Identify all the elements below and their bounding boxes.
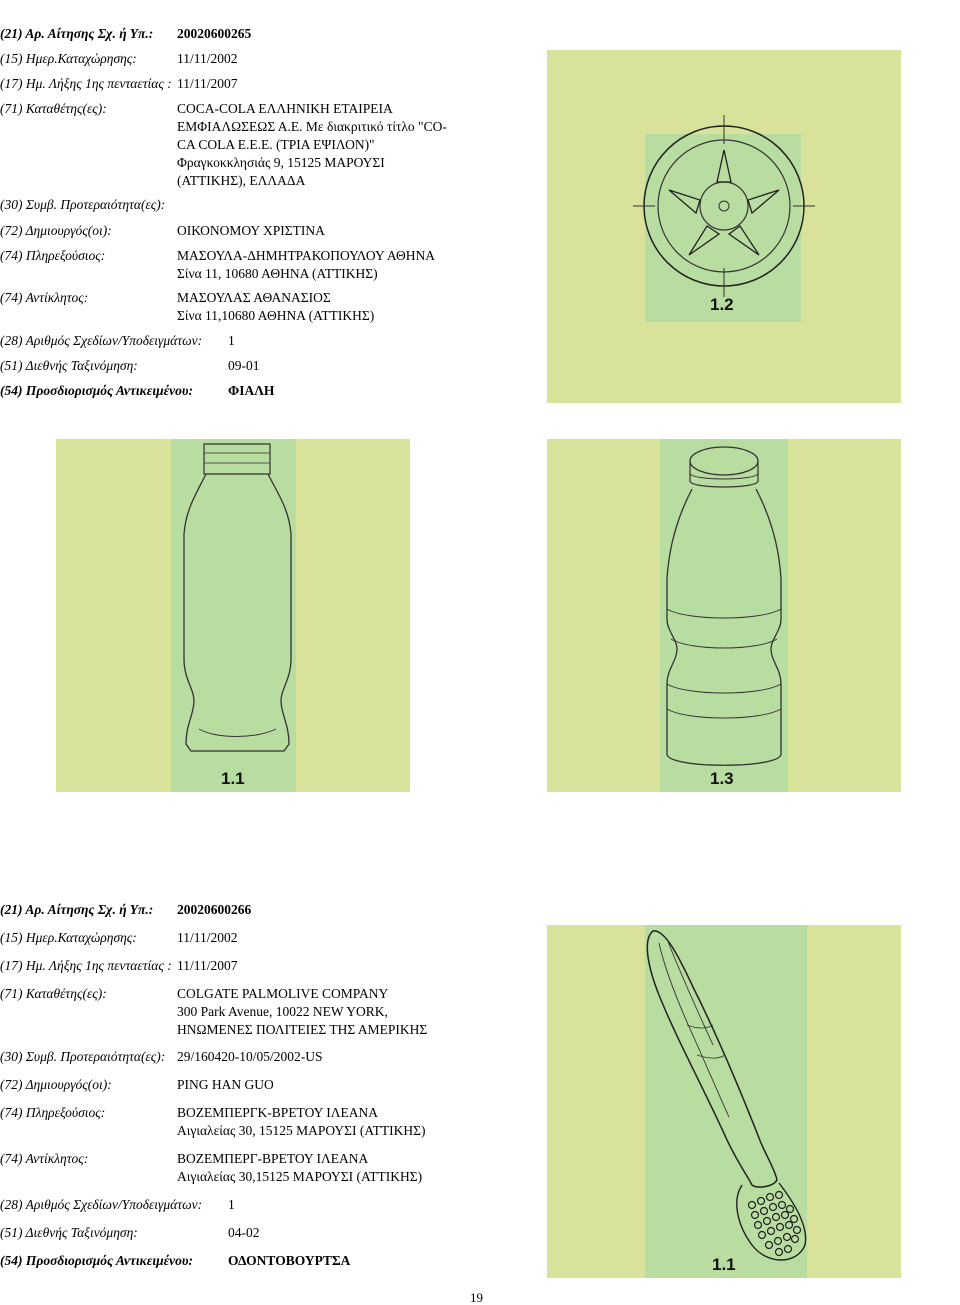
field-54-label: (54) Προσδιορισμός Αντικειμένου: — [0, 383, 193, 398]
attorney-line: Σίνα 11, 10680 ΑΘΗΝΑ (ΑΤΤΙΚΗΣ) — [177, 266, 378, 281]
field-17-label: (17) Ημ. Λήξης 1ης πενταετίας : — [0, 76, 172, 91]
field-15 — [0, 50, 520, 68]
representative-line: Σίνα 11,10680 ΑΘΗΝΑ (ΑΤΤΙΚΗΣ) — [177, 308, 375, 323]
applicant-line: COLGATE PALMOLIVE COMPANY — [177, 986, 389, 1001]
figure-1-3-label: 1.3 — [710, 769, 734, 788]
applicant-line: CA COLA Ε.Ε.Ε. (ΤΡΙΑ ΕΨΙΛΟΝ)" — [177, 137, 375, 152]
field-28-value: 1 — [228, 333, 235, 348]
field-74-representative-label: (74) Αντίκλητος: — [0, 1151, 89, 1166]
field-71-label: (71) Καταθέτης(ες): — [0, 101, 107, 116]
field-30 — [0, 1048, 520, 1066]
field-30 — [0, 196, 520, 214]
field-15-label: (15) Ημερ.Καταχώρησης: — [0, 930, 137, 945]
field-54 — [0, 1252, 520, 1270]
figure-toothbrush — [547, 925, 901, 1278]
bottle-perspective-drawing — [547, 439, 901, 792]
field-51-label: (51) Διεθνής Ταξινόμηση: — [0, 1225, 138, 1240]
field-28-label: (28) Αριθμός Σχεδίων/Υποδειγμάτων: — [0, 333, 203, 348]
attorney-line: ΒΟΖΕΜΠΕΡΓΚ-ΒΡΕΤΟΥ ΙΛΕΑΝΑ — [177, 1105, 379, 1120]
field-72 — [0, 222, 520, 240]
field-54-value: ΟΔΟΝΤΟΒΟΥΡΤΣΑ — [228, 1253, 351, 1268]
field-30-label: (30) Συμβ. Προτεραιότητα(ες): — [0, 197, 166, 212]
field-51-value: 04-02 — [228, 1225, 260, 1240]
figure-toothbrush-label: 1.1 — [712, 1255, 736, 1274]
field-28-value: 1 — [228, 1197, 235, 1212]
page-number: 19 — [470, 1290, 483, 1305]
field-74-attorney-label: (74) Πληρεξούσιος: — [0, 1105, 106, 1120]
field-51 — [0, 1224, 520, 1242]
field-30-label: (30) Συμβ. Προτεραιότητα(ες): — [0, 1049, 166, 1064]
cap-top-drawing — [547, 50, 901, 403]
field-21-value: 20020600265 — [177, 26, 252, 41]
field-72-label: (72) Δημιουργός(οι): — [0, 223, 112, 238]
bottle-drawing — [56, 439, 410, 792]
field-17 — [0, 957, 520, 975]
field-74-representative — [0, 289, 520, 325]
field-71 — [0, 100, 520, 190]
field-21-value: 20020600266 — [177, 902, 252, 917]
field-74-attorney — [0, 1104, 520, 1140]
field-28 — [0, 1196, 520, 1214]
field-21 — [0, 901, 520, 919]
field-15-label: (15) Ημερ.Καταχώρησης: — [0, 51, 137, 66]
field-15-value: 11/11/2002 — [177, 930, 238, 945]
field-17-value: 11/11/2007 — [177, 958, 238, 973]
field-74-representative-label: (74) Αντίκλητος: — [0, 290, 89, 305]
field-21-label: (21) Αρ. Αίτησης Σχ. ή Υπ.: — [0, 26, 154, 41]
applicant-line: Φραγκοκκλησιάς 9, 15125 ΜΑΡΟΥΣΙ — [177, 155, 385, 170]
field-74-representative — [0, 1150, 520, 1186]
field-51-value: 09-01 — [228, 358, 260, 373]
field-28 — [0, 332, 520, 350]
representative-line: ΒΟΖΕΜΠΕΡΓ-ΒΡΕΤΟΥ ΙΛΕΑΝΑ — [177, 1151, 369, 1166]
field-54-value: ΦΙΑΛΗ — [228, 383, 275, 398]
field-21 — [0, 25, 520, 43]
field-54 — [0, 382, 520, 400]
figure-1-3 — [547, 439, 901, 792]
field-72-value: PING HAN GUO — [177, 1077, 274, 1092]
figure-1-2 — [547, 50, 901, 403]
field-72-label: (72) Δημιουργός(οι): — [0, 1077, 112, 1092]
applicant-line: ΗΝΩΜΕΝΕΣ ΠΟΛΙΤΕΙΕΣ ΤΗΣ ΑΜΕΡΙΚΗΣ — [177, 1022, 428, 1037]
field-74-attorney-label: (74) Πληρεξούσιος: — [0, 248, 106, 263]
field-72-value: ΟΙΚΟΝΟΜΟΥ ΧΡΙΣΤΙΝΑ — [177, 223, 325, 238]
toothbrush-drawing — [547, 925, 901, 1278]
field-71-label: (71) Καταθέτης(ες): — [0, 986, 107, 1001]
field-72 — [0, 1076, 520, 1094]
applicant-line: ΕΜΦΙΑΛΩΣΕΩΣ Α.Ε. Με διακριτικό τίτλο "CO- — [177, 119, 447, 134]
applicant-line: (ΑΤΤΙΚΗΣ), ΕΛΛΑΔΑ — [177, 173, 306, 188]
representative-line: ΜΑΣΟΥΛΑΣ ΑΘΑΝΑΣΙΟΣ — [177, 290, 331, 305]
attorney-line: ΜΑΣΟΥΛΑ-ΔΗΜΗΤΡΑΚΟΠΟΥΛΟΥ ΑΘΗΝΑ — [177, 248, 436, 263]
field-74-attorney — [0, 247, 520, 283]
figure-1-1 — [56, 439, 410, 792]
field-51-label: (51) Διεθνής Ταξινόμηση: — [0, 358, 138, 373]
field-17-label: (17) Ημ. Λήξης 1ης πενταετίας : — [0, 958, 172, 973]
field-21-label: (21) Αρ. Αίτησης Σχ. ή Υπ.: — [0, 902, 154, 917]
figure-1-2-label: 1.2 — [710, 295, 734, 314]
attorney-line: Αιγιαλείας 30, 15125 ΜΑΡΟΥΣΙ (ΑΤΤΙΚΗΣ) — [177, 1123, 426, 1138]
applicant-line: 300 Park Avenue, 10022 NEW YORK, — [177, 1004, 388, 1019]
field-71 — [0, 985, 520, 1039]
representative-line: Αιγιαλείας 30,15125 ΜΑΡΟΥΣΙ (ΑΤΤΙΚΗΣ) — [177, 1169, 423, 1184]
field-15-value: 11/11/2002 — [177, 51, 238, 66]
field-51 — [0, 357, 520, 375]
figure-1-1-label: 1.1 — [221, 769, 245, 788]
field-30-value: 29/160420-10/05/2002-US — [177, 1049, 323, 1064]
field-28-label: (28) Αριθμός Σχεδίων/Υποδειγμάτων: — [0, 1197, 203, 1212]
field-17 — [0, 75, 520, 93]
applicant-line: COCA-COLA ΕΛΛΗΝΙΚΗ ΕΤΑΙΡΕΙΑ — [177, 101, 393, 116]
field-54-label: (54) Προσδιορισμός Αντικειμένου: — [0, 1253, 193, 1268]
field-17-value: 11/11/2007 — [177, 76, 238, 91]
field-15 — [0, 929, 520, 947]
